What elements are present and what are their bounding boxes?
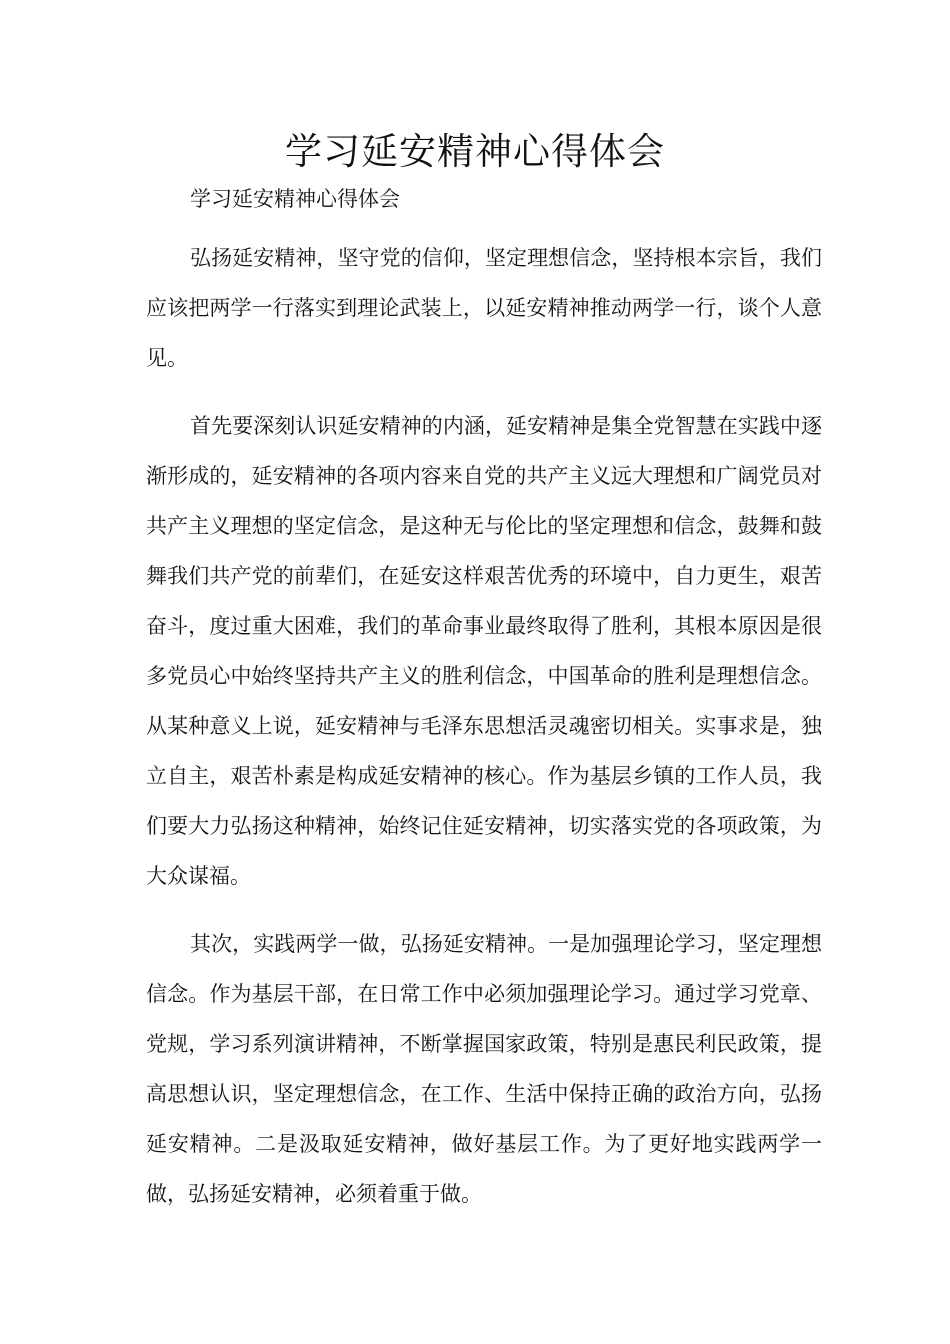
document-body [146, 183, 822, 1219]
paragraph-2: 首先要深刻认识延安精神的内涵，延安精神是集全党智慧在实践中逐渐形成的，延安精神的各项内容来自党的共产主义远大理想和广阔党员对共产主义理想的坚定信念，是这种无与伦比的坚定理想和信念，鼓舞和鼓舞我们共产党的前辈们，在延安这样艰苦优秀的环境中，自力更生，艰苦奋斗，度过重大困难，我们的革命事业最终取得了胜利，其根本原因是很多党员心中始终坚持共产主义的胜利信念，中国革命的胜利是理想信念。从某种意义上说，延安精神与毛泽东思想活灵魂密切相关。实事求是，独立自主，艰苦朴素是构成延安精神的核心。作为基层乡镇的工作人员，我们要大力弘扬这种精神，始终记住延安精神，切实落实党的各项政策，为大众谋福。 [146, 414, 822, 888]
document-subtitle: 学习延安精神心得体会 [190, 187, 400, 211]
paragraph-3: 其次，实践两学一做，弘扬延安精神。一是加强理论学习，坚定理想信念。作为基层干部，在日常工作中必须加强理论学习。通过学习党章、党规，学习系列演讲精神，不断掌握国家政策，特别是惠民利民政策，提高思想认识，坚定理想信念，在工作、生活中保持正确的政治方向，弘扬延安精神。二是汲取延安精神，做好基层工作。为了更好地实践两学一做，弘扬延安精神，必须着重于做。 [146, 932, 822, 1206]
paragraph-1: 弘扬延安精神，坚守党的信仰，坚定理想信念，坚持根本宗旨，我们应该把两学一行落实到理论武装上，以延安精神推动两学一行，谈个人意见。 [146, 246, 822, 370]
document-title: 学习延安精神心得体会 [285, 130, 665, 173]
